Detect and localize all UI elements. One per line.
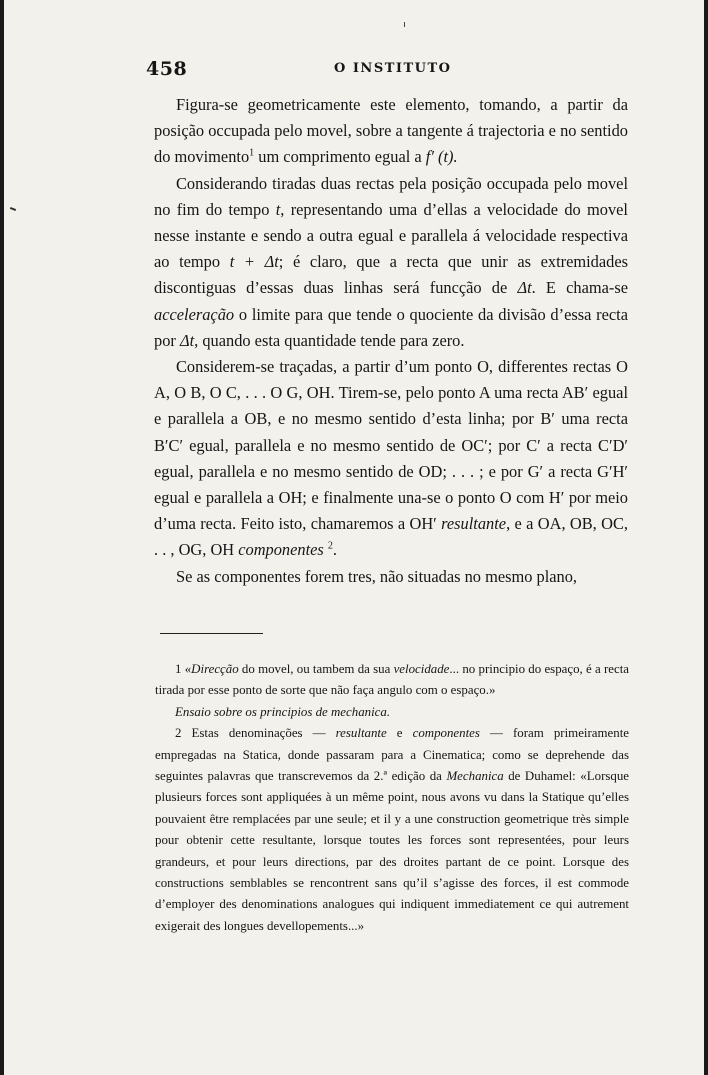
text-span: ... no principio do espaço, é a recta tirada por esse ponto de sorte que não faça angulo com o espaço.» (155, 662, 630, 698)
text-span: de Duhamel: «Lorsque plusieurs forces sont appliquées à un même point, nous avons vu dans la Statique qu’elles pouvaient être remplacées par une seule; et il y a une construction geometrique très simple pour obtenir cette resultante, lorsque toutes les forces sont representées, pour leurs grandeurs, et pour leurs directions, par des droites partant de ce point. Lorsque des constructions semblables se rencontrent sans qu’il s’agisse des forces, il est commode d’employer des denominations analogues qui indiquent immediatement ce qui autrement exigerait des longues devellopements...» (155, 769, 629, 933)
formula: f′ (t). (425, 147, 458, 167)
text-span: do movel, ou tambem da sua (238, 662, 394, 676)
term-componentes: componentes (238, 540, 324, 560)
book-title-mechanica: Mechanica (446, 769, 504, 784)
text-span: e (386, 726, 413, 741)
formula: Δt (517, 278, 532, 298)
text-span: , e a OA, OB, OC, . . , OG, OH (154, 514, 628, 560)
term-velocidade: velocidade (393, 662, 450, 676)
formula: t + Δt (229, 252, 279, 272)
term-acceleracao: acceleração (154, 304, 235, 324)
book-page (4, 0, 704, 1075)
text-span: ; é claro, que a recta que unir as extremidades discontiguas d’essas duas linhas será funcção de (154, 252, 628, 298)
footnote-divider (160, 633, 263, 634)
margin-mark (10, 207, 16, 211)
term-resultante: resultante (335, 726, 387, 741)
paragraph-4: Se as componentes forem tres, não situadas no mesmo plano, (176, 566, 578, 586)
formula: Δt (179, 330, 195, 350)
text-span: Estas denominações — (181, 726, 336, 741)
text-span: . (332, 540, 338, 560)
source-title: Ensaio sobre os principios de mechanica. (175, 704, 391, 719)
running-head: O INSTITUTO (334, 61, 452, 76)
footnote-number: 1 (175, 662, 182, 676)
page-number: 458 (146, 58, 188, 80)
page-header (4, 58, 704, 82)
text-span: , representando uma d’ellas a velocidade do movel nesse instante e sendo a outra egual e parallela á velocidade respectiva ao tempo (154, 199, 628, 272)
text-span: um comprimento egual a (254, 147, 426, 167)
footnote-1-source (155, 702, 629, 723)
footnote-1 (155, 659, 629, 702)
text-span: — foram primeiramente empregadas na Statica, donde passaram para a Cinematica; como se deprehende das seguintes palavras que transcrevemos da 2.ª edição da (155, 726, 630, 784)
footnote-2 (155, 723, 629, 937)
text-span: . E chama-se (531, 278, 629, 298)
formula: t (275, 199, 281, 219)
page-speck (404, 22, 405, 27)
footnote-ref-2: 2 (327, 540, 333, 552)
text-span: Figura-se geometricamente este elemento, tomando, a partir da posição occupada pelo movel, sobre a tangente á trajectoria e no sentido do movimento (154, 95, 628, 167)
text-span: o limite para que tende o quociente da divisão d’essa recta por (154, 304, 628, 350)
text-span: , quando esta quantidade tende para zero. (194, 330, 465, 350)
body-text (154, 92, 628, 590)
term-componentes: componentes (412, 726, 480, 741)
term-direccao: Direcção (191, 662, 239, 676)
text-span: Considerando tiradas duas rectas pela posição occupada pelo movel no fim do tempo (154, 173, 628, 219)
paragraph-2 (154, 171, 628, 354)
text-span: « (181, 662, 192, 676)
text-span: Considerem-se traçadas, a partir d’um ponto O, differentes rectas O A, O B, O C, . . . O G, OH. Tirem-se, pelo ponto A uma recta AB′ egual e parallela a OB, e no mesmo sentido d’esta linha; por B′ uma recta B′C′ egual, parallela e no mesmo sentido de OC′; por C′ a recta C′D′ egual, parallela e no mesmo sentido de OD; . . . ; e por G′ a recta G′H′ egual e parallela a OH; e finalmente una-se o ponto O com H′ por meio d’uma recta. Feito isto, chamaremos a OH′ (154, 357, 628, 534)
paragraph-3 (154, 354, 628, 564)
term-resultante: resultante (441, 514, 507, 534)
footnote-number: 2 (175, 726, 182, 741)
footnotes (155, 659, 629, 937)
footnote-ref-1: 1 (249, 147, 255, 159)
paragraph-1 (154, 92, 628, 171)
